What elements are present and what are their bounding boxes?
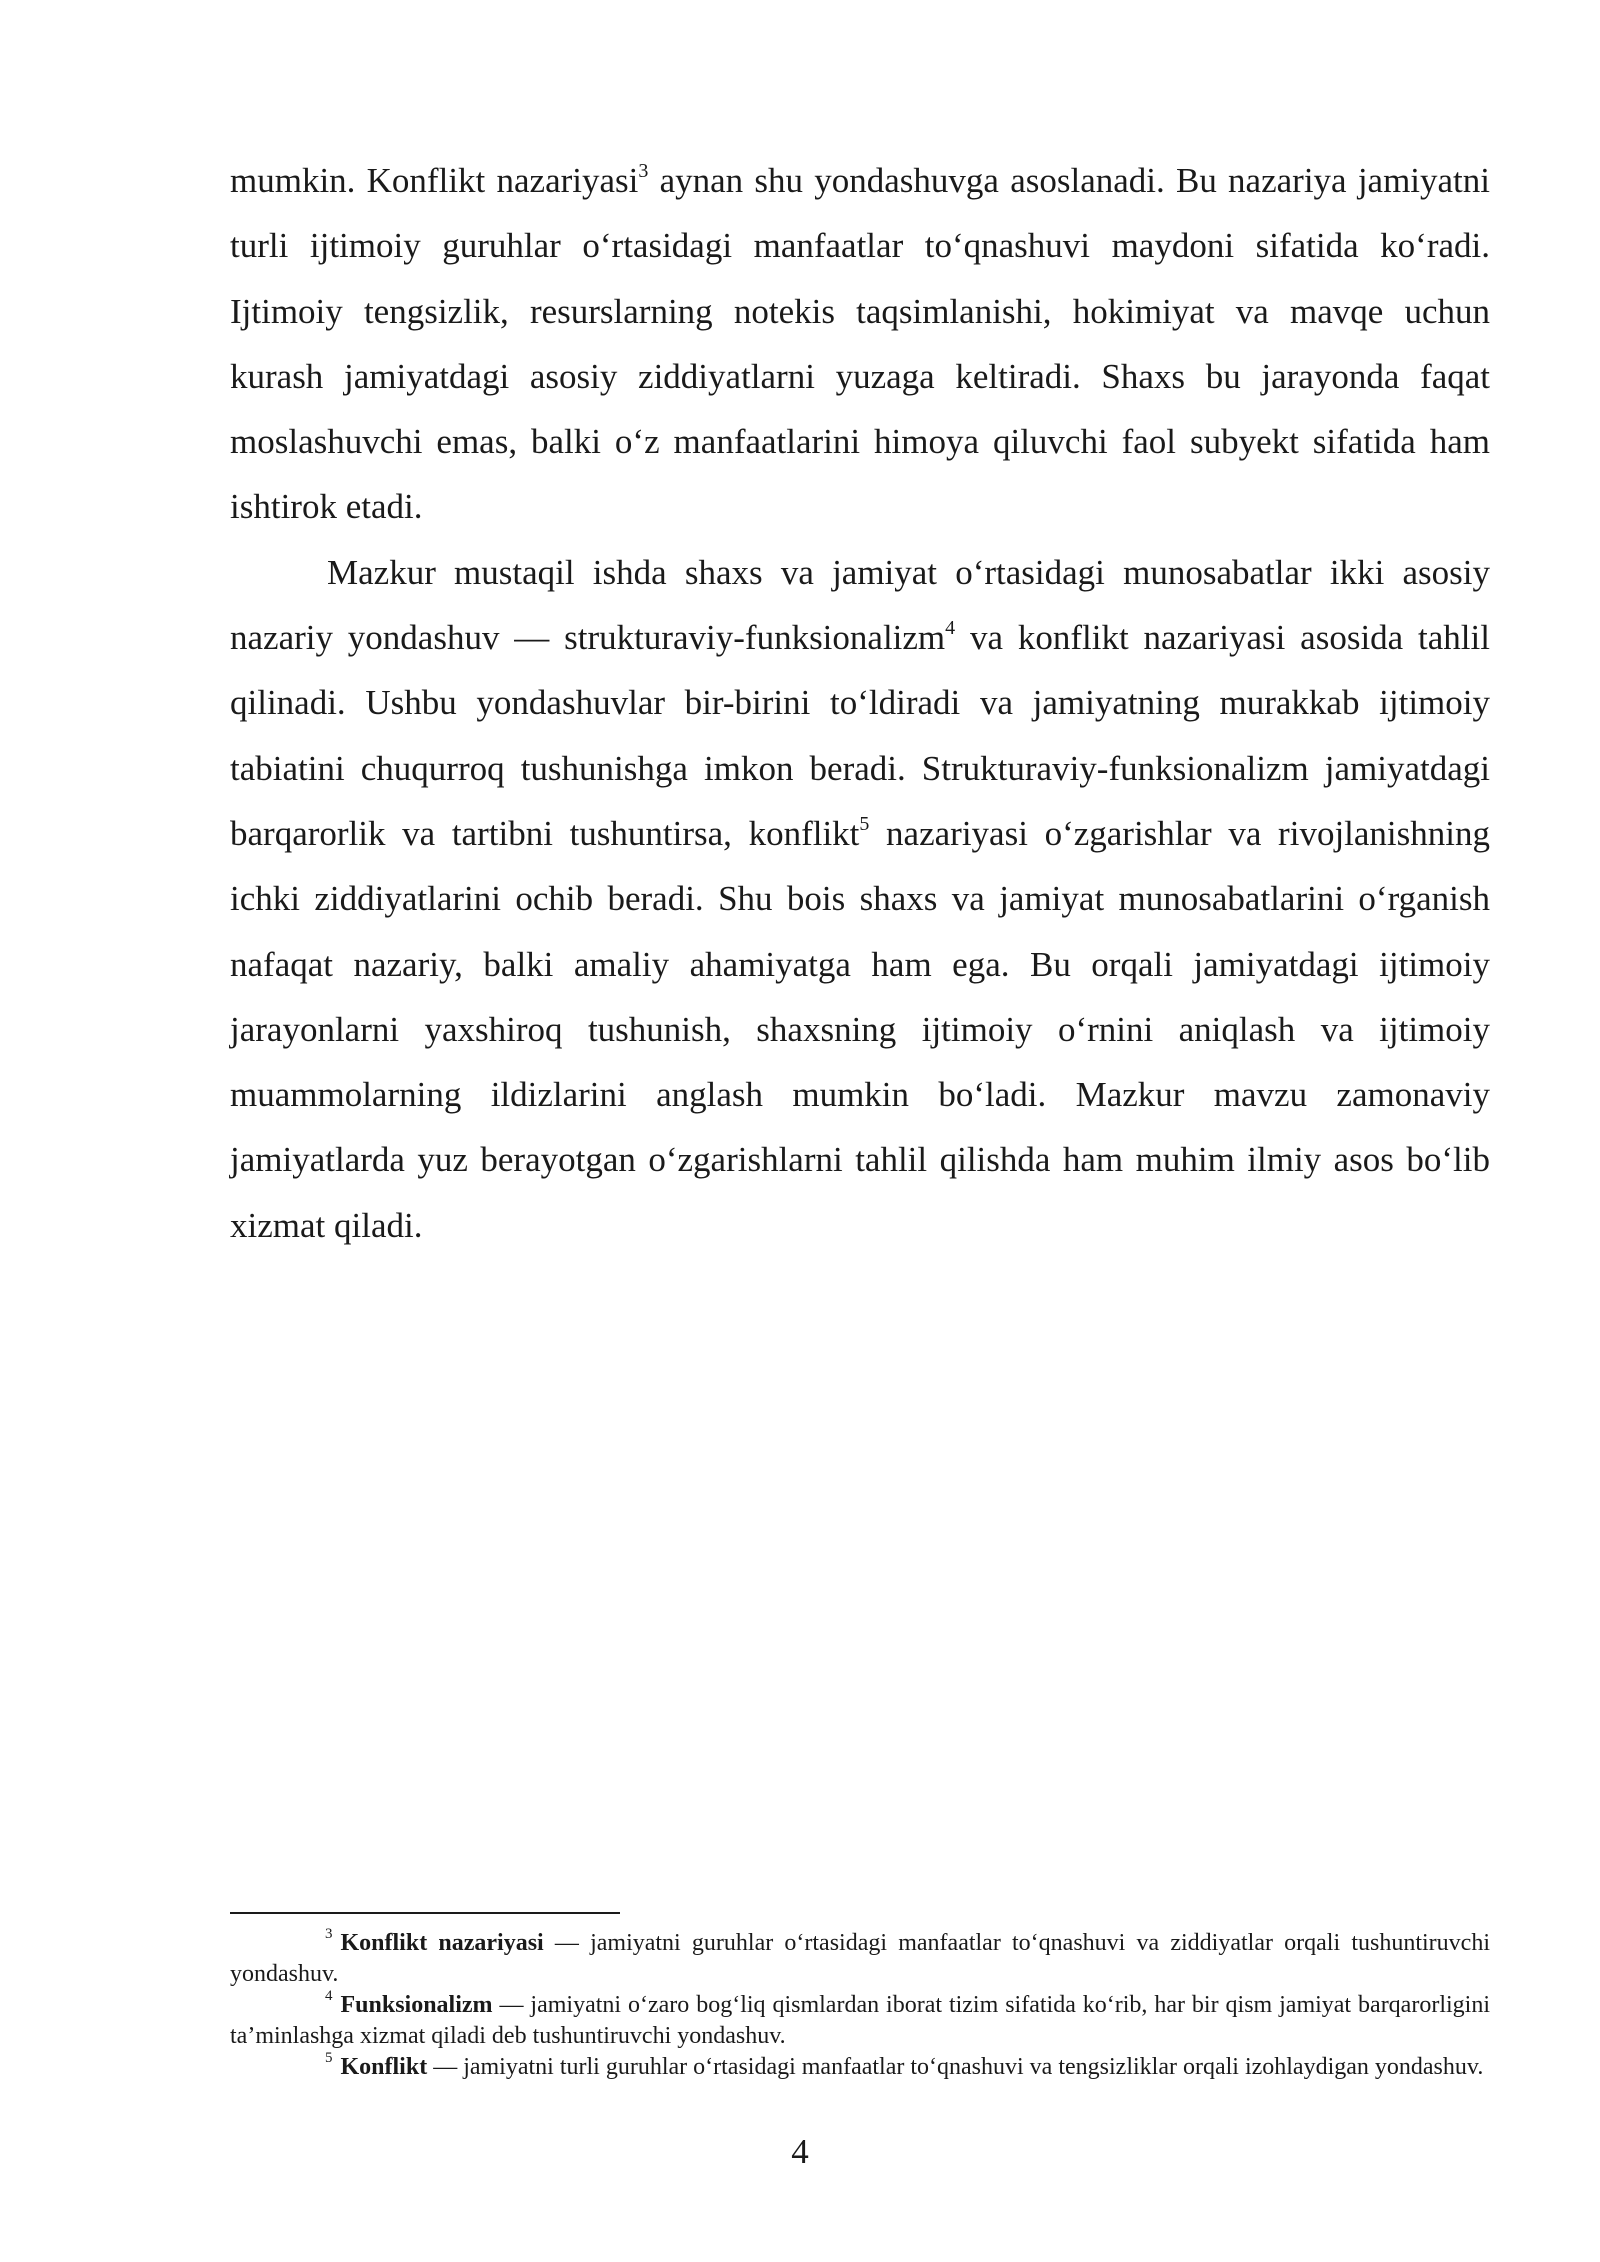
footnote-term: Konflikt: [340, 2054, 428, 2080]
page-number: 4: [791, 2132, 809, 2171]
footnote-ref-4[interactable]: 4: [945, 617, 956, 640]
paragraph-2-text-a: Mazkur mustaqil ishda shaxs va jamiyat oʻrtasidagi munosabatlar ikki asosiy nazariy yondashuv — strukturaviy-funksionalizm: [230, 552, 1490, 658]
paragraph-2-text-b: va konflikt nazariyasi asosida tahlil qilinadi. Ushbu yondashuvlar bir-birini toʻldiradi va jamiyatning murakkab ijtimoiy tabiatini chuqurroq tushunishga imkon beradi. Strukturaviy-funksionalizm jamiyatdagi barqarorlik va tartibni tushuntirsa, konflikt: [230, 618, 1490, 853]
footnote-number: 3: [325, 1926, 333, 1942]
footnote-number: 4: [325, 1988, 333, 2004]
paragraph-1-text-b: aynan shu yondashuvga asoslanadi. Bu nazariya jamiyatni turli ijtimoiy guruhlar oʻrtasidagi manfaatlar toʻqnashuvi maydoni sifatida koʻradi. Ijtimoiy tengsizlik, resurslarning notekis taqsimlanishi, hokimiyat va mavqe uchun kurash jamiyatdagi asosiy ziddiyatlarni yuzaga keltiradi. Shaxs bu jarayonda faqat moslashuvchi emas, balki oʻz manfaatlarini himoya qiluvchi faol subyekt sifatida ham ishtirok etadi.: [230, 161, 1491, 527]
footnote-5: [230, 2052, 1490, 2083]
paragraph-1-text-a: mumkin. Konflikt nazariyasi: [230, 161, 639, 200]
footnote-text: — jamiyatni turli guruhlar oʻrtasidagi manfaatlar toʻqnashuvi va tengsizliklar orqali izohlaydigan yondashuv.: [427, 2054, 1484, 2080]
paragraph-2: [230, 540, 1490, 1258]
footnote-separator: [230, 1912, 620, 1914]
paragraph-2-text-c: nazariyasi oʻzgarishlar va rivojlanishning ichki ziddiyatlarini ochib beradi. Shu bois shaxs va jamiyat munosabatlarini oʻrganish nafaqat nazariy, balki amaliy ahamiyatga ham ega. Bu orqali jamiyatdagi ijtimoiy jarayonlarni yaxshiroq tushunish, shaxsning ijtimoiy oʻrnini aniqlash va ijtimoiy muammolarning ildizlarini anglash mumkin boʻladi. Mazkur mavzu zamonaviy jamiyatlarda yuz berayotgan oʻzgarishlarni tahlil qilishda ham muhim ilmiy asos boʻlib xizmat qiladi.: [230, 813, 1490, 1245]
footnote-term: Funksionalizm: [340, 1992, 493, 2018]
footnote-text: — jamiyatni oʻzaro bogʻliq qismlardan iborat tizim sifatida koʻrib, har bir qism jamiyat barqarorligini taʼminlashga xizmat qiladi deb tushuntiruvchi yondashuv.: [230, 1992, 1490, 2049]
main-text: [230, 148, 1490, 1258]
footnote-ref-5[interactable]: 5: [859, 813, 870, 836]
footnote-3: [230, 1928, 1490, 1990]
footnote-ref-3[interactable]: 3: [638, 160, 649, 183]
footnote-text: — jamiyatni guruhlar oʻrtasidagi manfaatlar toʻqnashuvi va ziddiyatlar orqali tushuntiruvchi yondashuv.: [230, 1930, 1490, 1987]
paragraph-1: [230, 148, 1490, 540]
footnote-4: [230, 1990, 1490, 2052]
footnote-number: 5: [325, 2050, 333, 2066]
footnote-term: Konflikt nazariyasi: [340, 1930, 544, 1956]
footnotes: [230, 1928, 1490, 2083]
